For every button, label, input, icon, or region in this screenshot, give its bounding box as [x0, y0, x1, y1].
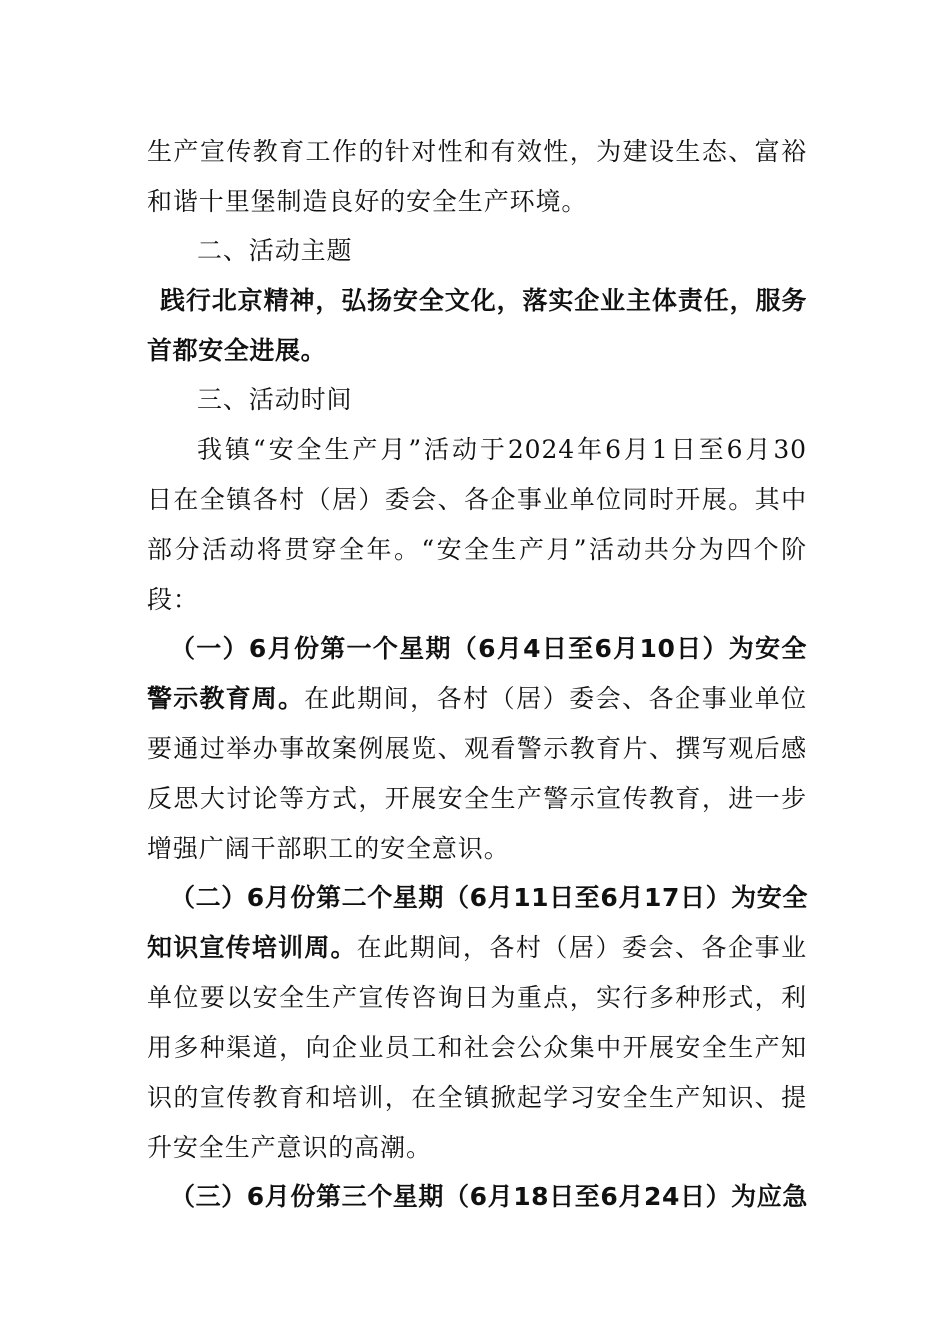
section-heading: 二、活动主题: [197, 236, 353, 265]
stage-title: 知识宣传培训周。: [147, 933, 357, 962]
section-heading: 三、活动时间: [197, 385, 353, 414]
paragraph-line: 日在全镇各村（居）委会、各企事业单位同时开展。其中: [147, 485, 807, 514]
stage-heading: （三）6月份第三个星期（6月18日至6月24日）为应急: [170, 1182, 808, 1211]
stage-heading: （二）6月份第二个星期（6月11日至6月17日）为安全: [170, 883, 808, 912]
paragraph-line: 用多种渠道，向企业员工和社会公众集中开展安全生产知: [147, 1033, 807, 1062]
stage-text: 在此期间，各村（居）委会、各企事业: [356, 933, 807, 962]
theme-line: 首都安全进展。: [147, 336, 327, 365]
theme-line: 践行北京精神，弘扬安全文化，落实企业主体责任，服务: [160, 286, 807, 315]
paragraph-line: 识的宣传教育和培训，在全镇掀起学习安全生产知识、提: [147, 1083, 807, 1112]
stage-title: 警示教育周。: [147, 684, 305, 713]
paragraph-line: 要通过举办事故案例展览、观看警示教育片、撰写观后感: [147, 734, 807, 763]
paragraph-line: 我镇“安全生产月”活动于2024年6月1日至6月30: [197, 435, 807, 464]
stage-text: 在此期间，各村（居）委会、各企事业单位: [304, 684, 807, 713]
paragraph-line: [147, 684, 807, 714]
paragraph-line: 生产宣传教育工作的针对性和有效性，为建设生态、富裕: [147, 137, 807, 166]
stage-heading: （一）6月份第一个星期（6月4日至6月10日）为安全: [170, 634, 807, 663]
paragraph-line: 升安全生产意识的高潮。: [147, 1133, 432, 1162]
paragraph-line: 和谐十里堡制造良好的安全生产环境。: [147, 187, 588, 216]
paragraph-line: 反思大讨论等方式，开展安全生产警示宣传教育，进一步: [147, 784, 807, 813]
paragraph-line: 增强广阔干部职工的安全意识。: [147, 834, 510, 863]
paragraph-line: [147, 933, 807, 963]
paragraph-line: 单位要以安全生产宣传咨询日为重点，实行多种形式，利: [147, 983, 807, 1012]
paragraph-line: 段：: [147, 585, 199, 614]
paragraph-line: 部分活动将贯穿全年。“安全生产月”活动共分为四个阶: [147, 535, 807, 564]
